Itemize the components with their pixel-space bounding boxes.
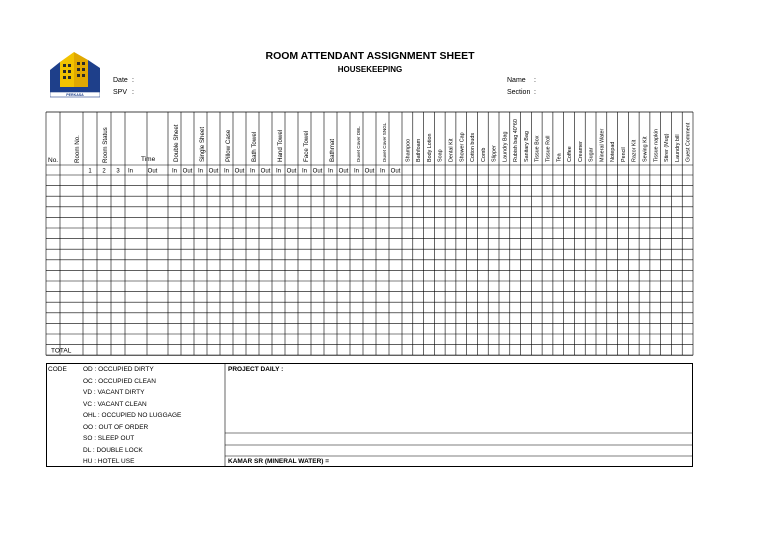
time-header: Time [141,156,156,163]
amenity-header: Tissue Box [534,135,541,162]
amenity-header: Coffee [567,146,574,162]
linen-in-subheader: In [301,168,308,175]
amenity-header: Soap [437,149,444,162]
linen-out-subheader: Out [182,168,193,175]
code-item: HU : HOTEL USE [83,458,135,465]
amenity-header: Mineral Water [599,128,606,162]
amenity-header: Creamer [577,141,584,162]
amenity-header: Slipper [491,145,498,162]
amenity-header: Dental Kit [448,138,455,162]
spv-colon: : [132,89,134,96]
amenity-header: Tea [556,153,563,162]
section-colon: : [534,89,536,96]
amenity-header: Cotton buds [470,132,477,162]
code-label: CODE [48,366,67,373]
amenity-header: Body Lotion [426,133,433,162]
linen-out-subheader: Out [260,168,271,175]
linen-in-subheader: In [223,168,230,175]
date-label: Date [113,77,128,84]
status-subheader: 3 [116,168,120,175]
linen-in-subheader: In [327,168,334,175]
code-item: SO : SLEEP OUT [83,435,135,442]
linen-item-header: Bath Towel [251,131,258,162]
linen-in-subheader: In [197,168,204,175]
code-item: VC : VACANT CLEAN [83,400,147,408]
linen-item-header: Face Towel [303,130,310,162]
spv-label: SPV [113,89,128,96]
code-item: OHL : OCCUPIED NO LUGGAGE [83,412,182,419]
amenity-header: Laundry bill [674,134,681,162]
linen-item-header: Bathmat [329,138,336,162]
code-item: VD : VACANT DIRTY [83,389,145,396]
code-item: DL : DOUBLE LOCK [83,446,143,454]
amenity-header: Bathfoam [416,138,423,162]
linen-out-subheader: Out [286,168,297,175]
name-colon: : [534,77,536,84]
amenity-header: Stirer (Mug) [664,133,671,162]
page-title: ROOM ATTENDANT ASSIGNMENT SHEET [265,50,475,62]
amenity-header: Rubish bag 40*60 [513,119,520,162]
linen-in-subheader: In [249,168,256,175]
linen-in-subheader: In [171,168,178,175]
amenity-header: Shampoo [405,138,412,162]
amenity-header: Comb [480,147,487,162]
amenity-header: Pencil [620,147,627,162]
linen-in-subheader: In [353,168,360,175]
linen-item-header: Pillow Case [225,129,232,162]
amenity-header: Laundry Bag [502,131,509,162]
status-subheader: 2 [102,168,106,175]
linen-item-header: Hand Towel [277,129,284,162]
linen-out-subheader: Out [312,168,323,175]
status-subheader: 1 [88,168,92,175]
kamar-sr-label: KAMAR SR (MINERAL WATER) = [228,458,330,465]
linen-item-header: Single Sheet [199,126,206,162]
amenity-header: Sanitary Bag [523,131,530,162]
linen-item-header: Double Sheet [173,124,180,162]
room-status-header: Room Status [102,127,109,163]
amenity-header: Sewing Kit [642,136,649,162]
linen-out-subheader: Out [208,168,219,175]
amenity-header: Notepad [610,141,617,162]
amenity-header: Guest Comment [685,122,692,162]
time-out-subheader: Out [147,168,158,175]
linen-out-subheader: Out [234,168,245,175]
linen-item-header: Duvet Cover SNGL [382,122,387,162]
page-subtitle: HOUSEKEEPING [337,65,403,74]
amenity-header: Sugar [588,147,595,162]
linen-in-subheader: In [275,168,282,175]
amenity-header: Tissue Roll [545,135,552,162]
room-no-header: Room No. [74,135,81,163]
linen-item-header: Duvet Cover DBL [356,126,361,162]
amenity-header: Tissue napkin [653,128,660,162]
logo-text: PERKASA [66,93,84,98]
amenity-header: Razor Kit [631,139,638,162]
code-item: OC : OCCUPIED CLEAN [83,377,156,385]
project-daily-label: PROJECT DAILY : [228,366,284,373]
linen-out-subheader: Out [338,168,349,175]
name-label: Name [507,77,526,84]
code-item: OO : OUT OF ORDER [83,423,149,431]
amenity-header: Shower Cap [459,132,466,162]
date-colon: : [132,77,134,84]
no-header: No. [48,157,59,164]
linen-out-subheader: Out [364,168,375,175]
code-item: OD : OCCUPIED DIRTY [83,366,154,373]
linen-in-subheader: In [379,168,386,175]
total-label: TOTAL [51,347,72,355]
linen-out-subheader: Out [390,168,401,175]
time-in-subheader: In [127,168,134,175]
section-label: Section [507,89,531,96]
